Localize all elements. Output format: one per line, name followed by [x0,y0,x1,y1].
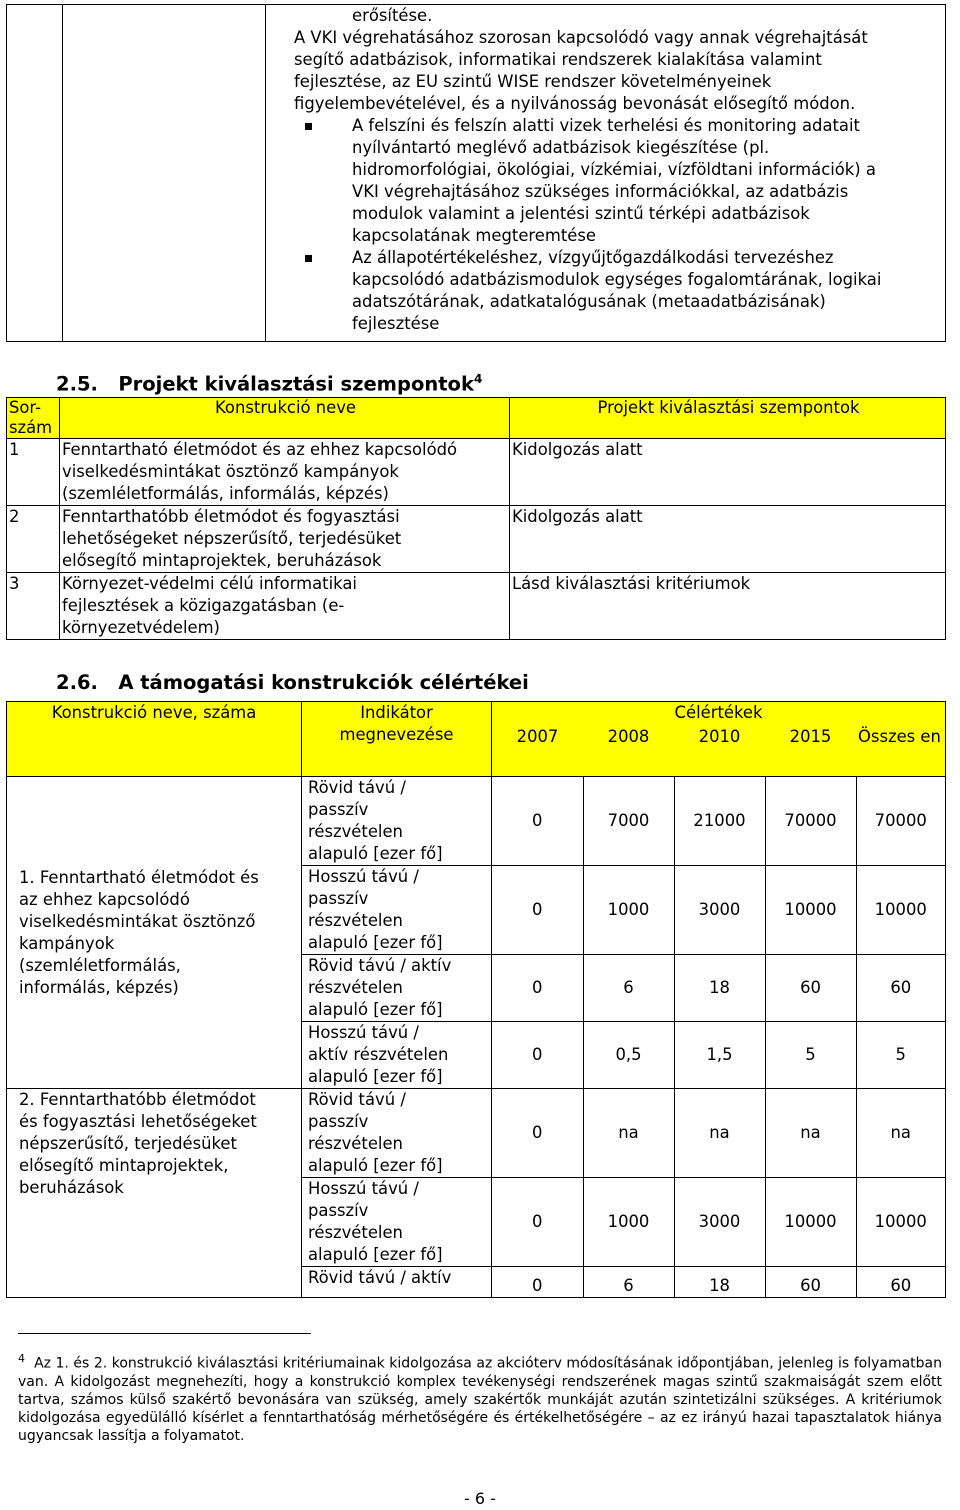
value-cell: 7000 [583,777,674,866]
indicator-line: alapuló [ezer fő] [308,1156,443,1175]
section-number: 2.5. [56,372,98,396]
header-name: Konstrukció neve, száma [7,702,302,777]
top-table [6,4,946,342]
footnote-mark: 4 [18,1352,25,1365]
indicator-line: Hosszú távú / [308,1179,419,1198]
header-indicator: Indikátor megnevezése [302,702,492,777]
value-cell: 5 [765,1022,856,1089]
section-title: A támogatási konstrukciók célértékei [118,671,529,694]
bullet-line: Az állapotértékeléshez, vízgyűjtőgazdálkodási tervezéshez [352,248,834,267]
top-line: erősítése. [352,6,433,25]
indicator-cell [302,1178,492,1267]
top-table-cell-nr [7,5,63,342]
value-cell: 0,5 [583,1022,674,1089]
value-cell: 70000 [765,777,856,866]
group-name-line: és fogyasztási lehetőségeket [19,1112,257,1131]
value-cell: 60 [765,955,856,1022]
value-cell: 70000 [856,777,946,866]
row-nr: 3 [7,573,60,640]
top-table-cell-content [266,5,946,342]
bullet-line: kapcsolatának megteremtése [352,226,596,245]
value-cell: 1000 [583,1178,674,1267]
indicator-cell [302,955,492,1022]
group-name-line: viselkedésmintákat ösztönző [19,911,256,931]
value-cell: 0 [492,955,584,1022]
group-name [7,777,302,1089]
page-number: - 6 - [464,1489,496,1508]
header-criteria: Projekt kiválasztási szempontok [510,398,946,439]
indicator-line: passzív [308,800,369,819]
value-cell: 10000 [765,1178,856,1267]
value-cell: 60 [856,1267,946,1298]
value-cell: 0 [492,1089,584,1178]
group-name-line: (szemléletformálás, [19,955,181,975]
bullet-item [266,247,945,335]
value-cell: 0 [492,866,584,955]
indicator-line: Rövid távú / aktív [308,1268,452,1287]
indicator-line: alapuló [ezer fő] [308,1245,443,1264]
indicator-line: passzív [308,1201,369,1220]
value-cell: 18 [674,955,765,1022]
group-name-line: az ehhez kapcsolódó [19,889,190,909]
indicator-cell [302,1022,492,1089]
bullet-item [266,115,945,247]
top-table-cell-name [63,5,266,342]
bullet-line: nyílvántartó meglévő adatbázisok kiegészítése (pl. [352,138,770,157]
value-cell: 10000 [856,1178,946,1267]
bullet-line: modulok valamint a jelentési szintű térképi adatbázisok [352,204,810,223]
table-row [7,1089,946,1178]
group-name-line: népszerűsítő, terjedésüket [19,1134,237,1153]
bullet-line: hidromorfológiai, ökológiai, vízkémiai, vízföldtani információk) a [352,160,876,179]
row-nr: 2 [7,506,60,573]
value-cell: na [674,1089,765,1178]
row-name-line: viselkedésmintákat ösztönző kampányok [62,462,399,481]
row-name [60,439,510,506]
row-name-line: lehetőségeket népszerűsítő, terjedésüket [62,529,402,548]
header-year: 2015 [765,726,856,777]
group-name-line: informálás, képzés) [19,977,179,997]
footnote-separator [18,1333,311,1334]
group-name-line: elősegítő mintaprojektek, [19,1156,229,1175]
footnote-ref: 4 [473,372,483,386]
section-number: 2.6. [56,671,98,694]
indicator-line: részvételen [308,1134,403,1153]
row-name-line: Környezet-védelmi célú informatikai [62,574,357,593]
value-cell: 10000 [856,866,946,955]
header-year-total: Összes en [856,726,946,777]
header-targets: Célértékek [492,702,946,727]
indicator-line: részvételen [308,1223,403,1242]
value-cell: 6 [583,955,674,1022]
value-cell: 0 [492,1022,584,1089]
value-cell: 0 [492,1178,584,1267]
bullet-line: kapcsolódó adatbázismodulok egységes fogalomtárának, logikai [352,270,882,289]
value-cell: na [765,1089,856,1178]
top-line: figyelembevételével, és a nyilvánosság bevonását elősegítő módon. [294,94,856,113]
indicator-line: aktív részvételen [308,1045,449,1064]
indicator-cell [302,1267,492,1298]
top-line: segítő adatbázisok, informatikai rendszerek kialakítása valamint [294,50,822,69]
row-name-line: Fenntartható életmódot és az ehhez kapcsolódó [62,440,458,459]
header-year: 2010 [674,726,765,777]
table-row [7,777,946,866]
group-name-line: kampányok [19,933,115,953]
row-name-line: fejlesztések a közigazgatásban (e- [62,596,345,615]
table-row [7,573,946,640]
indicator-line: alapuló [ezer fő] [308,1067,443,1086]
value-cell: 6 [583,1267,674,1298]
row-name [60,506,510,573]
indicator-line: passzív [308,889,369,908]
header-year: 2008 [583,726,674,777]
square-bullet-icon [305,255,312,262]
indicator-line: alapuló [ezer fő] [308,844,443,863]
header-name: Konstrukció neve [60,398,510,439]
target-values-table [6,701,946,1298]
indicator-line: Rövid távú / aktív [308,956,452,975]
value-cell: 3000 [674,1178,765,1267]
indicator-line: részvételen [308,978,403,997]
value-cell: 0 [492,777,584,866]
row-name-line: Fenntarthatóbb életmódot és fogyasztási [62,507,400,526]
header-nr: Sor- szám [7,398,60,439]
indicator-line: Hosszú távú / [308,1023,419,1042]
value-cell: 1000 [583,866,674,955]
group-name-line: beruházások [19,1178,124,1197]
bullet-line: VKI végrehajtásához szükséges információkkal, az adatbázis [352,182,849,201]
group-name [7,1089,302,1298]
indicator-line: részvételen [308,822,403,841]
top-line: A VKI végrehatásához szorosan kapcsolódó vagy annak végrehajtását [294,28,868,47]
table-row [7,439,946,506]
indicator-line: passzív [308,1112,369,1131]
row-name-line: elősegítő mintaprojektek, beruházások [62,551,382,570]
section-heading-2-5 [56,368,482,396]
header-year: 2007 [492,726,584,777]
value-cell: 5 [856,1022,946,1089]
bullet-line: A felszíni és felszín alatti vizek terhelési és monitoring adatait [352,116,860,135]
square-bullet-icon [305,123,312,130]
row-name-line: környezetvédelem) [62,618,220,637]
value-cell: na [856,1089,946,1178]
value-cell: 3000 [674,866,765,955]
value-cell: 21000 [674,777,765,866]
selection-criteria-table [6,397,946,640]
row-criteria: Kidolgozás alatt [510,506,946,573]
value-cell: 0 [492,1267,584,1298]
table-row [7,506,946,573]
value-cell: 60 [765,1267,856,1298]
row-criteria: Kidolgozás alatt [510,439,946,506]
indicator-line: Rövid távú / [308,778,406,797]
indicator-cell [302,777,492,866]
group-name-line: 2. Fenntarthatóbb életmódot [19,1090,256,1109]
value-cell: 18 [674,1267,765,1298]
row-criteria: Lásd kiválasztási kritériumok [510,573,946,640]
section-title: Projekt kiválasztási szempontok [118,372,474,396]
value-cell: 60 [856,955,946,1022]
value-cell: na [583,1089,674,1178]
value-cell: 10000 [765,866,856,955]
indicator-line: Hosszú távú / [308,867,419,886]
indicator-line: alapuló [ezer fő] [308,1000,443,1019]
row-nr: 1 [7,439,60,506]
group-name-line: 1. Fenntartható életmódot és [19,867,259,887]
footnote-text: Az 1. és 2. konstrukció kiválasztási kritériumainak kidolgozása az akcióterv módosításának időpontjában, jelenleg is folyamatban van. A kidolgozást megnehezíti, hogy a konstrukció komplex tevékenységi rendszerének magas szintű szakmaiságát szem előtt tartva, számos külső szakértő bevonására van szükség, amely szakértők munkáját azután szintetizálni szükséges. A kritériumok kidolgozása egyedülálló kísérlet a fenntarthatóság mérhetőségére és értékelhetőségére – az ez irányú hazai tapasztalatok hiánya ugyancsak lassítja a folyamatot. [18,1355,942,1444]
section-heading-2-6 [56,672,529,694]
indicator-line: részvételen [308,911,403,930]
indicator-cell [302,1089,492,1178]
indicator-cell [302,866,492,955]
row-name [60,573,510,640]
footnote [18,1350,942,1445]
indicator-line: alapuló [ezer fő] [308,933,443,952]
indicator-line: Rövid távú / [308,1090,406,1109]
top-line: fejlesztése, az EU szintű WISE rendszer követelményeinek [294,72,772,91]
bullet-line: adatszótárának, adatkatalógusának (metaadatbázisának) [352,292,826,311]
value-cell: 1,5 [674,1022,765,1089]
row-name-line: (szemléletformálás, informálás, képzés) [62,484,389,503]
bullet-line: fejlesztése [352,314,440,333]
